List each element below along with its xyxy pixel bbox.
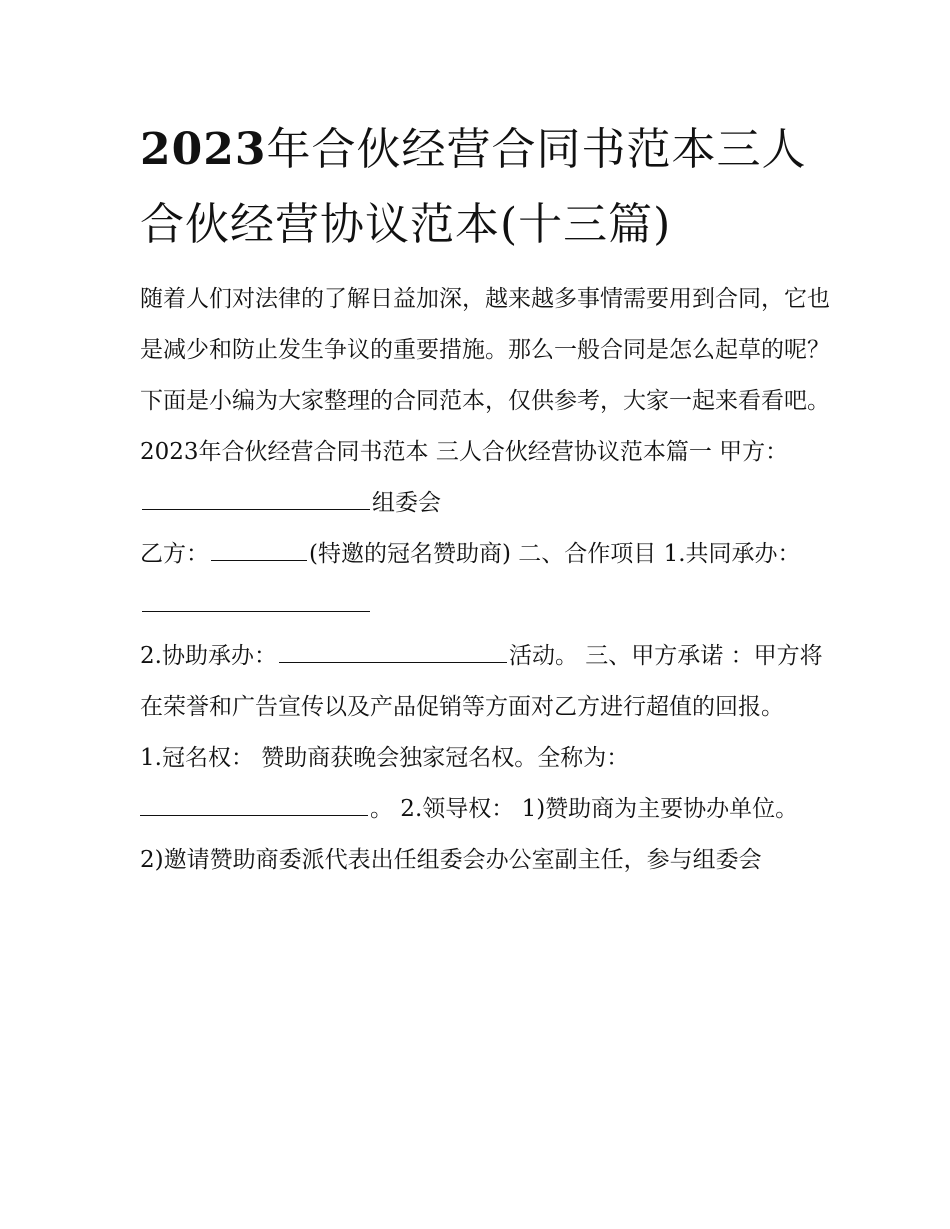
party-b-blank bbox=[211, 537, 307, 561]
title-text: 年合伙经营合同书范本三人合伙经营协议范本(十三篇) bbox=[140, 124, 807, 250]
title-year: 2023 bbox=[140, 124, 267, 175]
document-title bbox=[140, 112, 830, 262]
document-page bbox=[140, 112, 830, 886]
party-a-label: 2023年合伙经营合同书范本 三人合伙经营协议范本篇一 甲方： bbox=[140, 439, 789, 465]
assist-blank bbox=[279, 639, 507, 663]
party-a-paragraph bbox=[140, 427, 830, 529]
party-b-label: 乙方： bbox=[140, 541, 209, 567]
naming-right-paragraph: 1.冠名权： 赞助商获晚会独家冠名权。全称为： bbox=[140, 745, 630, 771]
party-a-suffix: 组委会 bbox=[372, 490, 441, 516]
leadership-text: 。 2.领导权： 1)赞助商为主要协办单位。 bbox=[370, 796, 799, 822]
invite-paragraph: 2)邀请赞助商委派代表出任组委会办公室副主任，参与组委会 bbox=[140, 847, 762, 873]
assist-suffix: 活动。 三、甲方承诺 ：甲方将在荣誉和广告宣传以及产品促销等方面对乙方进行超值的回报。 bbox=[140, 643, 823, 720]
assist-label: 2.协助承办： bbox=[140, 643, 277, 669]
party-b-paragraph bbox=[140, 529, 830, 631]
party-b-suffix: (特邀的冠名赞助商) 二、合作项目 1.共同承办： bbox=[309, 541, 801, 567]
naming-blank bbox=[140, 792, 368, 816]
party-a-blank bbox=[142, 486, 370, 510]
intro-paragraph: 随着人们对法律的了解日益加深，越来越多事情需要用到合同，它也是减少和防止发生争议的重要措施。那么一般合同是怎么起草的呢？下面是小编为大家整理的合同范本，仅供参考，大家一起来看看吧。 bbox=[140, 286, 830, 414]
leadership-paragraph bbox=[140, 784, 830, 835]
co-host-blank bbox=[142, 588, 370, 612]
assist-paragraph bbox=[140, 631, 830, 733]
